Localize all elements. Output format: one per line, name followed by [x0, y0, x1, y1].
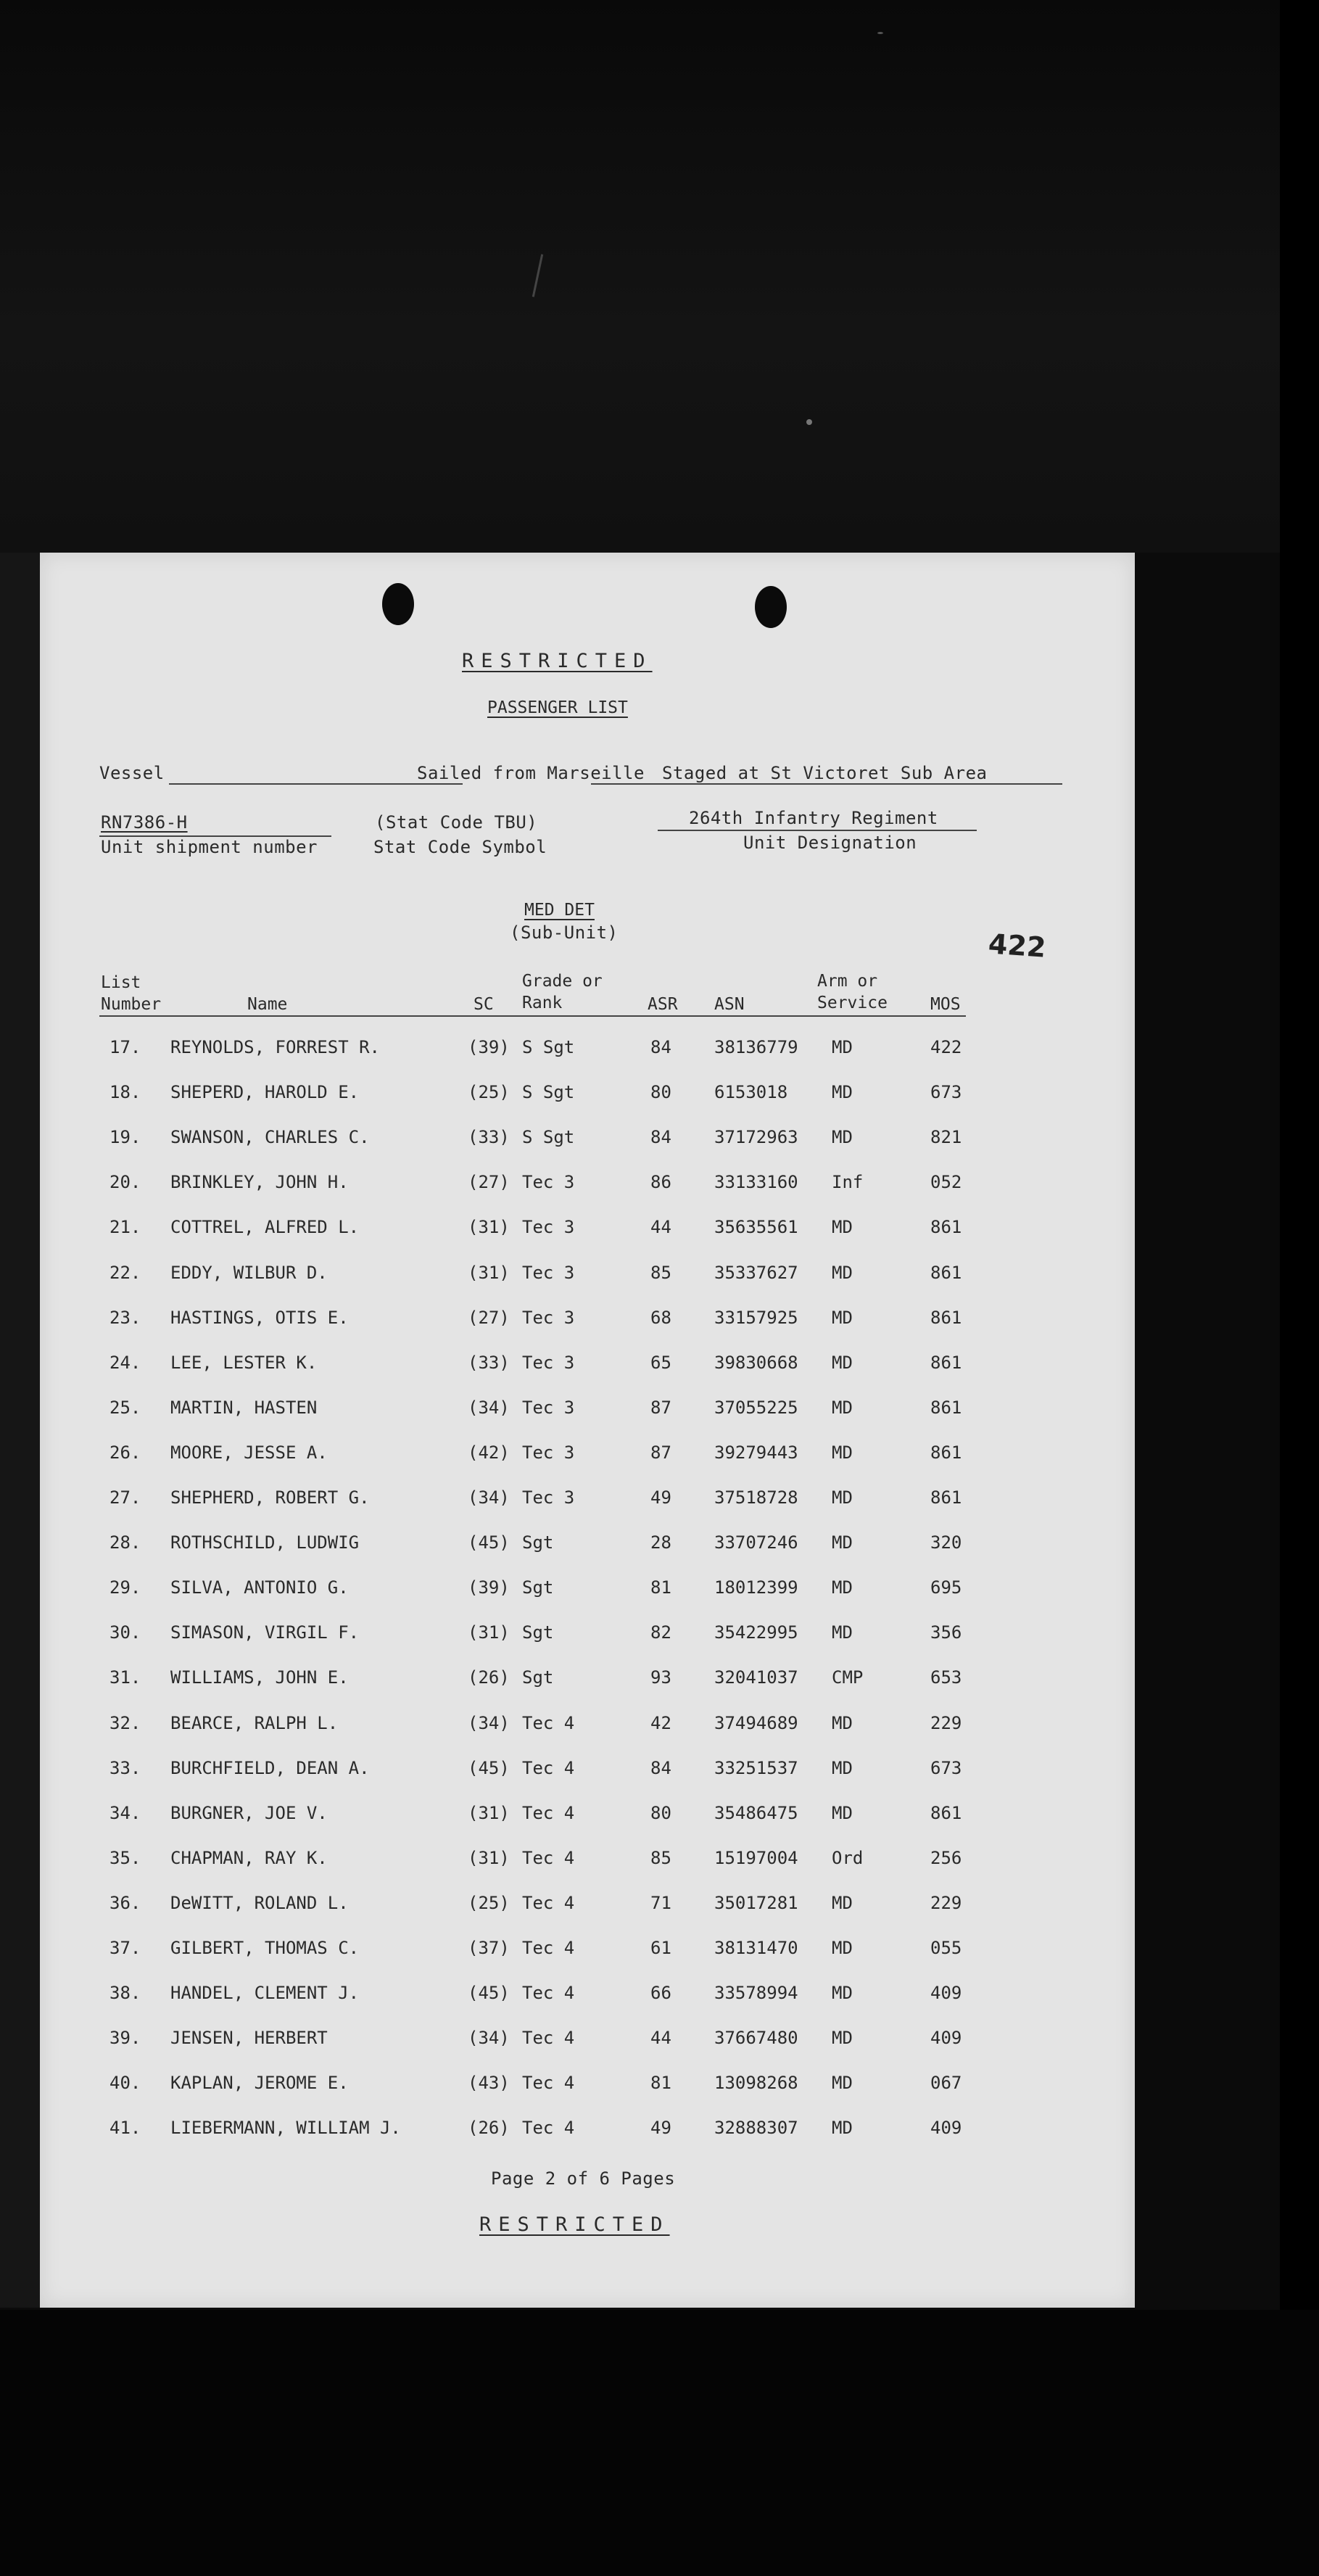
sc-code: (45)	[468, 1532, 510, 1553]
arm-service: MD	[832, 1398, 853, 1418]
mos-code: 861	[930, 1353, 962, 1373]
list-number: 32.	[109, 1713, 141, 1733]
table-row	[40, 1893, 1135, 1922]
grade-rank: Sgt	[522, 1532, 554, 1553]
sc-code: (33)	[468, 1127, 510, 1147]
passenger-name: BRINKLEY, JOHN H.	[170, 1172, 349, 1192]
table-row	[40, 1938, 1135, 1967]
mos-code: 821	[930, 1127, 962, 1147]
sc-code: (34)	[468, 1713, 510, 1733]
unit-designation-label: Unit Designation	[743, 833, 917, 853]
stat-code-label: Stat Code Symbol	[373, 837, 547, 857]
asr-score: 42	[650, 1713, 671, 1733]
header-grade	[522, 970, 603, 1014]
grade-rank: Tec 3	[522, 1308, 575, 1328]
table-row	[40, 1082, 1135, 1111]
sc-code: (27)	[468, 1308, 510, 1328]
grade-rank: Tec 3	[522, 1353, 575, 1373]
arm-service: MD	[832, 1487, 853, 1508]
table-row	[40, 1172, 1135, 1201]
passenger-name: SHEPERD, HAROLD E.	[170, 1082, 360, 1102]
passenger-name: BEARCE, RALPH L.	[170, 1713, 339, 1733]
passenger-name: DeWITT, ROLAND L.	[170, 1893, 349, 1913]
list-number: 23.	[109, 1308, 141, 1328]
passenger-name: KAPLAN, JEROME E.	[170, 2073, 349, 2093]
list-number: 31.	[109, 1667, 141, 1688]
mos-code: 356	[930, 1622, 962, 1643]
passenger-name: ROTHSCHILD, LUDWIG	[170, 1532, 360, 1553]
header-list-number	[101, 972, 161, 1015]
list-number: 18.	[109, 1082, 141, 1102]
passenger-name: REYNOLDS, FORREST R.	[170, 1037, 380, 1057]
passenger-name: MARTIN, HASTEN	[170, 1398, 318, 1418]
asr-score: 81	[650, 1577, 671, 1598]
sc-code: (45)	[468, 1758, 510, 1778]
sc-code: (31)	[468, 1622, 510, 1643]
grade-rank: Tec 4	[522, 2028, 575, 2048]
passenger-name: CHAPMAN, RAY K.	[170, 1848, 328, 1868]
arm-service: MD	[832, 1983, 853, 2003]
passenger-name: BURCHFIELD, DEAN A.	[170, 1758, 370, 1778]
passenger-name: GILBERT, THOMAS C.	[170, 1938, 360, 1958]
asn-serial: 38131470	[714, 1938, 798, 1958]
mos-code: 229	[930, 1713, 962, 1733]
grade-rank: Tec 4	[522, 2073, 575, 2093]
sc-code: (25)	[468, 1082, 510, 1102]
grade-rank: Sgt	[522, 1667, 554, 1688]
grade-rank: Sgt	[522, 1622, 554, 1643]
header-arm	[817, 970, 888, 1014]
grade-rank: Sgt	[522, 1577, 554, 1598]
list-number: 40.	[109, 2073, 141, 2093]
asr-score: 84	[650, 1127, 671, 1147]
arm-service: MD	[832, 1938, 853, 1958]
table-row	[40, 1353, 1135, 1382]
passenger-name: LEE, LESTER K.	[170, 1353, 318, 1373]
vessel-line	[169, 783, 463, 785]
document-subtitle: PASSENGER LIST	[487, 698, 628, 717]
mos-code: 320	[930, 1532, 962, 1553]
sc-code: (37)	[468, 1938, 510, 1958]
sc-code: (31)	[468, 1263, 510, 1283]
table-row	[40, 1037, 1135, 1066]
table-row	[40, 1263, 1135, 1292]
sc-code: (39)	[468, 1037, 510, 1057]
table-row	[40, 2028, 1135, 2057]
header-list-number-line1: List	[101, 973, 141, 992]
asn-serial: 37055225	[714, 1398, 798, 1418]
footer-title: RESTRICTED	[479, 2213, 670, 2236]
mos-code: 409	[930, 2028, 962, 2048]
table-row	[40, 1983, 1135, 2012]
list-number: 33.	[109, 1758, 141, 1778]
mos-code: 067	[930, 2073, 962, 2093]
mos-code: 052	[930, 1172, 962, 1192]
arm-service: MD	[832, 1532, 853, 1553]
header-underline	[99, 1015, 966, 1017]
vessel-label: Vessel	[99, 763, 165, 783]
arm-service: MD	[832, 1622, 853, 1643]
list-number: 25.	[109, 1398, 141, 1418]
passenger-name: SWANSON, CHARLES C.	[170, 1127, 370, 1147]
mos-code: 409	[930, 1983, 962, 2003]
staged-at: Staged at St Victoret Sub Area	[662, 763, 988, 783]
table-row	[40, 1848, 1135, 1877]
arm-service: MD	[832, 1308, 853, 1328]
asr-score: 49	[650, 1487, 671, 1508]
grade-rank: Tec 3	[522, 1442, 575, 1463]
mos-code: 861	[930, 1308, 962, 1328]
grade-rank: Tec 3	[522, 1263, 575, 1283]
asn-serial: 37518728	[714, 1487, 798, 1508]
passenger-name: HANDEL, CLEMENT J.	[170, 1983, 360, 2003]
table-row	[40, 1217, 1135, 1246]
arm-service: MD	[832, 1037, 853, 1057]
list-number: 41.	[109, 2118, 141, 2138]
sc-code: (34)	[468, 1398, 510, 1418]
asr-score: 68	[650, 1308, 671, 1328]
table-row	[40, 1667, 1135, 1696]
asr-score: 71	[650, 1893, 671, 1913]
asn-serial: 33707246	[714, 1532, 798, 1553]
asn-serial: 15197004	[714, 1848, 798, 1868]
grade-rank: Tec 4	[522, 1848, 575, 1868]
list-number: 38.	[109, 1983, 141, 2003]
grade-rank: Tec 4	[522, 1758, 575, 1778]
list-number: 20.	[109, 1172, 141, 1192]
mos-code: 229	[930, 1893, 962, 1913]
mos-code: 673	[930, 1082, 962, 1102]
table-row	[40, 2118, 1135, 2147]
asr-score: 80	[650, 1803, 671, 1823]
list-number: 17.	[109, 1037, 141, 1057]
asn-serial: 35337627	[714, 1263, 798, 1283]
asr-score: 93	[650, 1667, 671, 1688]
sub-unit: MED DET	[524, 901, 595, 920]
mos-code: 256	[930, 1848, 962, 1868]
unit-designation: 264th Infantry Regiment	[689, 808, 938, 828]
asn-serial: 33133160	[714, 1172, 798, 1192]
asr-score: 84	[650, 1037, 671, 1057]
sc-code: (31)	[468, 1848, 510, 1868]
list-number: 39.	[109, 2028, 141, 2048]
header-list-number-line2: Number	[101, 995, 162, 1014]
list-number: 34.	[109, 1803, 141, 1823]
asn-serial: 35422995	[714, 1622, 798, 1643]
table-row	[40, 1622, 1135, 1651]
sc-code: (34)	[468, 2028, 510, 2048]
mos-code: 861	[930, 1398, 962, 1418]
grade-rank: Tec 4	[522, 1803, 575, 1823]
asr-score: 65	[650, 1353, 671, 1373]
mos-code: 861	[930, 1803, 962, 1823]
grade-rank: Tec 4	[522, 1983, 575, 2003]
arm-service: MD	[832, 1263, 853, 1283]
list-number: 24.	[109, 1353, 141, 1373]
arm-service: CMP	[832, 1667, 864, 1688]
asn-serial: 37667480	[714, 2028, 798, 2048]
asr-score: 49	[650, 2118, 671, 2138]
grade-rank: Tec 4	[522, 2118, 575, 2138]
asr-score: 28	[650, 1532, 671, 1553]
sc-code: (26)	[468, 2118, 510, 2138]
sc-code: (45)	[468, 1983, 510, 2003]
arm-service: MD	[832, 2073, 853, 2093]
arm-service: MD	[832, 1577, 853, 1598]
grade-rank: S Sgt	[522, 1082, 575, 1102]
list-number: 30.	[109, 1622, 141, 1643]
passenger-name: JENSEN, HERBERT	[170, 2028, 328, 2048]
mos-code: 861	[930, 1263, 962, 1283]
list-number: 22.	[109, 1263, 141, 1283]
asn-serial: 18012399	[714, 1577, 798, 1598]
asr-score: 44	[650, 2028, 671, 2048]
sc-code: (43)	[468, 2073, 510, 2093]
asr-score: 61	[650, 1938, 671, 1958]
list-number: 26.	[109, 1442, 141, 1463]
sub-unit-label: (Sub-Unit)	[510, 922, 619, 943]
mos-code: 861	[930, 1487, 962, 1508]
arm-service: Inf	[832, 1172, 864, 1192]
shipment-number: RN7386-H	[101, 812, 188, 833]
punch-hole-right	[755, 586, 787, 628]
mos-code: 695	[930, 1577, 962, 1598]
dust-speck	[806, 419, 812, 425]
asr-score: 82	[650, 1622, 671, 1643]
asr-score: 84	[650, 1758, 671, 1778]
grade-rank: Tec 3	[522, 1487, 575, 1508]
scan-background-top	[0, 0, 1319, 553]
scan-background-right	[1280, 0, 1319, 2576]
table-row	[40, 1713, 1135, 1742]
grade-rank: S Sgt	[522, 1037, 575, 1057]
table-row	[40, 1803, 1135, 1832]
dust-speck	[877, 32, 883, 34]
mos-code: 055	[930, 1938, 962, 1958]
mos-code: 653	[930, 1667, 962, 1688]
asr-score: 87	[650, 1442, 671, 1463]
passenger-name: WILLIAMS, JOHN E.	[170, 1667, 349, 1688]
scan-background-left	[0, 553, 40, 2308]
asr-score: 44	[650, 1217, 671, 1237]
sc-code: (25)	[468, 1893, 510, 1913]
arm-service: MD	[832, 2028, 853, 2048]
list-number: 28.	[109, 1532, 141, 1553]
passenger-name: COTTREL, ALFRED L.	[170, 1217, 360, 1237]
header-grade-line1: Grade or	[522, 972, 603, 991]
arm-service: MD	[832, 1803, 853, 1823]
list-number: 21.	[109, 1217, 141, 1237]
asn-serial: 32041037	[714, 1667, 798, 1688]
asn-serial: 35635561	[714, 1217, 798, 1237]
sc-code: (27)	[468, 1172, 510, 1192]
table-row	[40, 1308, 1135, 1337]
arm-service: Ord	[832, 1848, 864, 1868]
header-name: Name	[247, 995, 288, 1014]
arm-service: MD	[832, 2118, 853, 2138]
table-row	[40, 1442, 1135, 1471]
sc-code: (39)	[468, 1577, 510, 1598]
page-number-footer: Page 2 of 6 Pages	[491, 2168, 676, 2189]
passenger-name: HASTINGS, OTIS E.	[170, 1308, 349, 1328]
sc-code: (31)	[468, 1217, 510, 1237]
arm-service: MD	[832, 1758, 853, 1778]
asr-score: 66	[650, 1983, 671, 2003]
mos-code: 861	[930, 1217, 962, 1237]
list-number: 29.	[109, 1577, 141, 1598]
asr-score: 85	[650, 1263, 671, 1283]
table-row	[40, 2073, 1135, 2102]
asr-score: 80	[650, 1082, 671, 1102]
grade-rank: Tec 4	[522, 1938, 575, 1958]
shipment-label: Unit shipment number	[101, 837, 318, 857]
asn-serial: 37172963	[714, 1127, 798, 1147]
asn-serial: 37494689	[714, 1713, 798, 1733]
table-row	[40, 1577, 1135, 1606]
asn-serial: 32888307	[714, 2118, 798, 2138]
asn-serial: 35017281	[714, 1893, 798, 1913]
header-asr: ASR	[648, 995, 678, 1014]
passenger-name: SIMASON, VIRGIL F.	[170, 1622, 360, 1643]
scan-background-bottom	[0, 2310, 1319, 2576]
grade-rank: Tec 4	[522, 1713, 575, 1733]
arm-service: MD	[832, 1217, 853, 1237]
passenger-name: SHEPHERD, ROBERT G.	[170, 1487, 370, 1508]
asn-serial: 13098268	[714, 2073, 798, 2093]
asn-serial: 33157925	[714, 1308, 798, 1328]
passenger-name: LIEBERMANN, WILLIAM J.	[170, 2118, 401, 2138]
list-number: 36.	[109, 1893, 141, 1913]
header-arm-line1: Arm or	[817, 972, 878, 991]
punch-hole-left	[382, 583, 414, 625]
arm-service: MD	[832, 1442, 853, 1463]
arm-service: MD	[832, 1893, 853, 1913]
table-row	[40, 1127, 1135, 1156]
arm-service: MD	[832, 1127, 853, 1147]
sc-code: (33)	[468, 1353, 510, 1373]
asn-serial: 6153018	[714, 1082, 788, 1102]
header-sc: SC	[474, 995, 494, 1014]
grade-rank: Tec 3	[522, 1217, 575, 1237]
header-mos: MOS	[930, 995, 961, 1014]
arm-service: MD	[832, 1713, 853, 1733]
table-row	[40, 1487, 1135, 1516]
unit-line	[658, 830, 977, 831]
asn-serial: 35486475	[714, 1803, 798, 1823]
handwritten-page-number: 422	[987, 928, 1047, 964]
passenger-name: MOORE, JESSE A.	[170, 1442, 328, 1463]
table-row	[40, 1758, 1135, 1787]
header-asn: ASN	[714, 995, 745, 1014]
grade-rank: Tec 3	[522, 1172, 575, 1192]
sailed-from: Sailed from Marseille	[417, 763, 645, 783]
sc-code: (34)	[468, 1487, 510, 1508]
passenger-name: EDDY, WILBUR D.	[170, 1263, 328, 1283]
mos-code: 422	[930, 1037, 962, 1057]
table-row	[40, 1398, 1135, 1427]
list-number: 27.	[109, 1487, 141, 1508]
passenger-name: SILVA, ANTONIO G.	[170, 1577, 349, 1598]
grade-rank: Tec 4	[522, 1893, 575, 1913]
sc-code: (42)	[468, 1442, 510, 1463]
arm-service: MD	[832, 1082, 853, 1102]
header-arm-line2: Service	[817, 994, 888, 1012]
passenger-name: BURGNER, JOE V.	[170, 1803, 328, 1823]
list-number: 37.	[109, 1938, 141, 1958]
asr-score: 85	[650, 1848, 671, 1868]
asn-serial: 39830668	[714, 1353, 798, 1373]
mos-code: 861	[930, 1442, 962, 1463]
header-grade-line2: Rank	[522, 994, 563, 1012]
asr-score: 87	[650, 1398, 671, 1418]
grade-rank: Tec 3	[522, 1398, 575, 1418]
stat-code: (Stat Code TBU)	[375, 812, 538, 833]
sc-code: (26)	[468, 1667, 510, 1688]
asn-serial: 33251537	[714, 1758, 798, 1778]
document-title: RESTRICTED	[462, 650, 653, 672]
asn-serial: 39279443	[714, 1442, 798, 1463]
asr-score: 81	[650, 2073, 671, 2093]
sc-code: (31)	[468, 1803, 510, 1823]
arm-service: MD	[832, 1353, 853, 1373]
table-row	[40, 1532, 1135, 1561]
staged-line	[591, 783, 1062, 785]
grade-rank: S Sgt	[522, 1127, 575, 1147]
asn-serial: 38136779	[714, 1037, 798, 1057]
mos-code: 409	[930, 2118, 962, 2138]
passenger-list-page	[40, 553, 1135, 2308]
asr-score: 86	[650, 1172, 671, 1192]
asn-serial: 33578994	[714, 1983, 798, 2003]
mos-code: 673	[930, 1758, 962, 1778]
list-number: 19.	[109, 1127, 141, 1147]
list-number: 35.	[109, 1848, 141, 1868]
